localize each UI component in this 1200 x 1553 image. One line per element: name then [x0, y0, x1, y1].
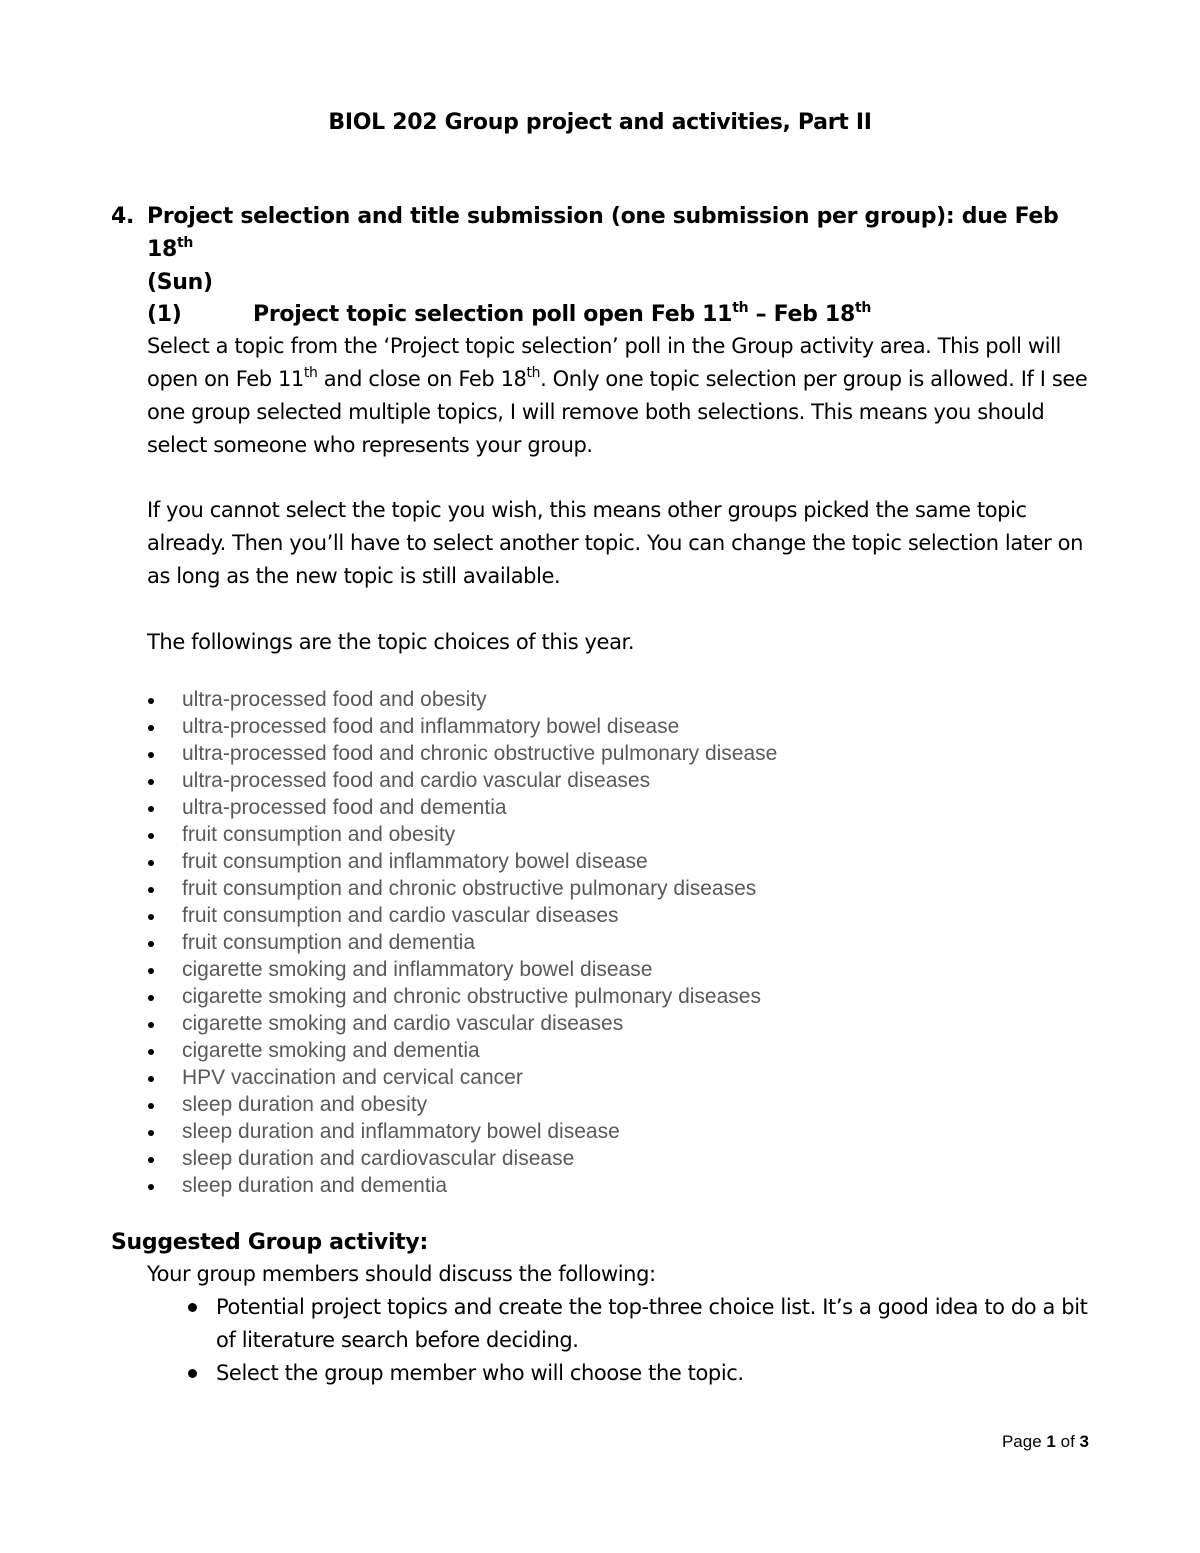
para1-part3: . Only one topic selection per group is allowed. If I see one group selected multiple topics, I will remove both selections. This means you should select someone who represents your group.	[147, 367, 1088, 457]
topic-label: ultra-processed food and dementia	[182, 796, 507, 819]
topic-label: ultra-processed food and obesity	[182, 688, 487, 711]
topic-label: fruit consumption and cardio vascular diseases	[182, 904, 619, 927]
bullet-icon	[148, 995, 154, 1001]
topic-label: fruit consumption and inflammatory bowel disease	[182, 850, 648, 873]
bullet-icon	[188, 1303, 197, 1312]
subsection-heading-a: Project topic selection poll open Feb 11	[253, 302, 733, 327]
topic-label: cigarette smoking and inflammatory bowel disease	[182, 958, 653, 981]
list-item	[147, 1091, 777, 1118]
list-item	[147, 767, 777, 794]
list-item	[147, 1010, 777, 1037]
activity-item-label: Select the group member who will choose the topic.	[216, 1361, 744, 1385]
section-heading-sup: th	[177, 235, 194, 251]
bullet-icon	[148, 806, 154, 812]
section-heading-text	[147, 200, 1101, 299]
subsection-sup-b: th	[854, 300, 872, 316]
section-heading	[111, 200, 1101, 299]
list-item	[147, 1145, 777, 1172]
bullet-icon	[148, 941, 154, 947]
bullet-icon	[148, 968, 154, 974]
topic-conflict-paragraph: If you cannot select the topic you wish, this means other groups picked the same topic already. Then you’ll have to select another topic. You can change the topic selection later on as long as the new topic is still available.	[147, 498, 1084, 588]
topic-label: fruit consumption and chronic obstructive pulmonary diseases	[182, 877, 757, 900]
bullet-icon	[148, 914, 154, 920]
activity-list	[183, 1291, 1103, 1390]
bullet-icon	[148, 887, 154, 893]
para1-part1: Select a topic from the ‘Project topic selection’ poll in the Group activity area. This poll will open on Feb 11	[147, 334, 1061, 391]
section-number: 4.	[111, 204, 135, 229]
bullet-icon	[148, 1049, 154, 1055]
of-word: of	[1060, 1432, 1075, 1451]
list-item	[147, 821, 777, 848]
para1-sup2: th	[526, 365, 541, 381]
topic-label: sleep duration and obesity	[182, 1093, 428, 1116]
section-heading-main: Project selection and title submission (one submission per group): due Feb 18	[147, 204, 1059, 262]
topic-label: cigarette smoking and cardio vascular diseases	[182, 1012, 624, 1035]
topic-label: sleep duration and dementia	[182, 1174, 448, 1197]
bullet-icon	[188, 1369, 197, 1378]
list-item	[147, 956, 777, 983]
list-item	[147, 1064, 777, 1091]
activity-heading: Suggested Group activity:	[111, 1230, 428, 1255]
bullet-icon	[148, 860, 154, 866]
page-title: BIOL 202 Group project and activities, Part II	[328, 110, 872, 135]
list-item	[147, 1118, 777, 1145]
page-current: 1	[1046, 1432, 1056, 1451]
subsection-number: (1)	[147, 302, 182, 327]
bullet-icon	[148, 1184, 154, 1190]
selection-instructions-paragraph	[147, 330, 1097, 462]
bullet-icon	[148, 1157, 154, 1163]
para1-part2: and close on Feb 18	[317, 367, 527, 391]
list-item	[183, 1291, 1103, 1357]
topic-label: HPV vaccination and cervical cancer	[182, 1066, 523, 1089]
list-item	[147, 686, 777, 713]
topic-label: cigarette smoking and dementia	[182, 1039, 480, 1062]
para1-sup1: th	[303, 365, 318, 381]
activity-item-label: Potential project topics and create the top-three choice list. It’s a good idea to do a bit of literature search before deciding.	[216, 1295, 1088, 1352]
list-item	[147, 1172, 777, 1199]
page-word: Page	[1001, 1432, 1042, 1451]
section-heading-line2: (Sun)	[147, 270, 213, 295]
topic-label: ultra-processed food and cardio vascular diseases	[182, 769, 651, 792]
bullet-icon	[148, 698, 154, 704]
activity-intro: Your group members should discuss the following:	[147, 1262, 656, 1286]
topic-label: fruit consumption and dementia	[182, 931, 476, 954]
topic-label: sleep duration and inflammatory bowel disease	[182, 1120, 620, 1143]
list-item	[147, 740, 777, 767]
bullet-icon	[148, 1076, 154, 1082]
bullet-icon	[148, 752, 154, 758]
subsection-heading	[147, 298, 1097, 331]
list-item	[183, 1357, 1103, 1390]
topic-label: ultra-processed food and inflammatory bowel disease	[182, 715, 680, 738]
subsection-heading-b: – Feb 18	[748, 302, 855, 327]
list-item	[147, 848, 777, 875]
list-item	[147, 794, 777, 821]
topic-label: fruit consumption and obesity	[182, 823, 456, 846]
topic-label: sleep duration and cardiovascular disease	[182, 1147, 575, 1170]
subsection-sup-a: th	[732, 300, 749, 316]
list-item	[147, 902, 777, 929]
page-number-footer	[1002, 1432, 1089, 1452]
bullet-icon	[148, 833, 154, 839]
list-item	[147, 713, 777, 740]
bullet-icon	[148, 779, 154, 785]
bullet-icon	[148, 1022, 154, 1028]
topic-choices-intro: The followings are the topic choices of this year.	[147, 630, 635, 654]
topic-label: cigarette smoking and chronic obstructive pulmonary diseases	[182, 985, 761, 1008]
page-total: 3	[1079, 1432, 1089, 1451]
bullet-icon	[148, 1103, 154, 1109]
topic-label: ultra-processed food and chronic obstructive pulmonary disease	[182, 742, 778, 765]
list-item	[147, 1037, 777, 1064]
bullet-icon	[148, 1130, 154, 1136]
bullet-icon	[148, 725, 154, 731]
list-item	[147, 875, 777, 902]
list-item	[147, 983, 777, 1010]
list-item	[147, 929, 777, 956]
topic-list	[147, 686, 777, 1199]
